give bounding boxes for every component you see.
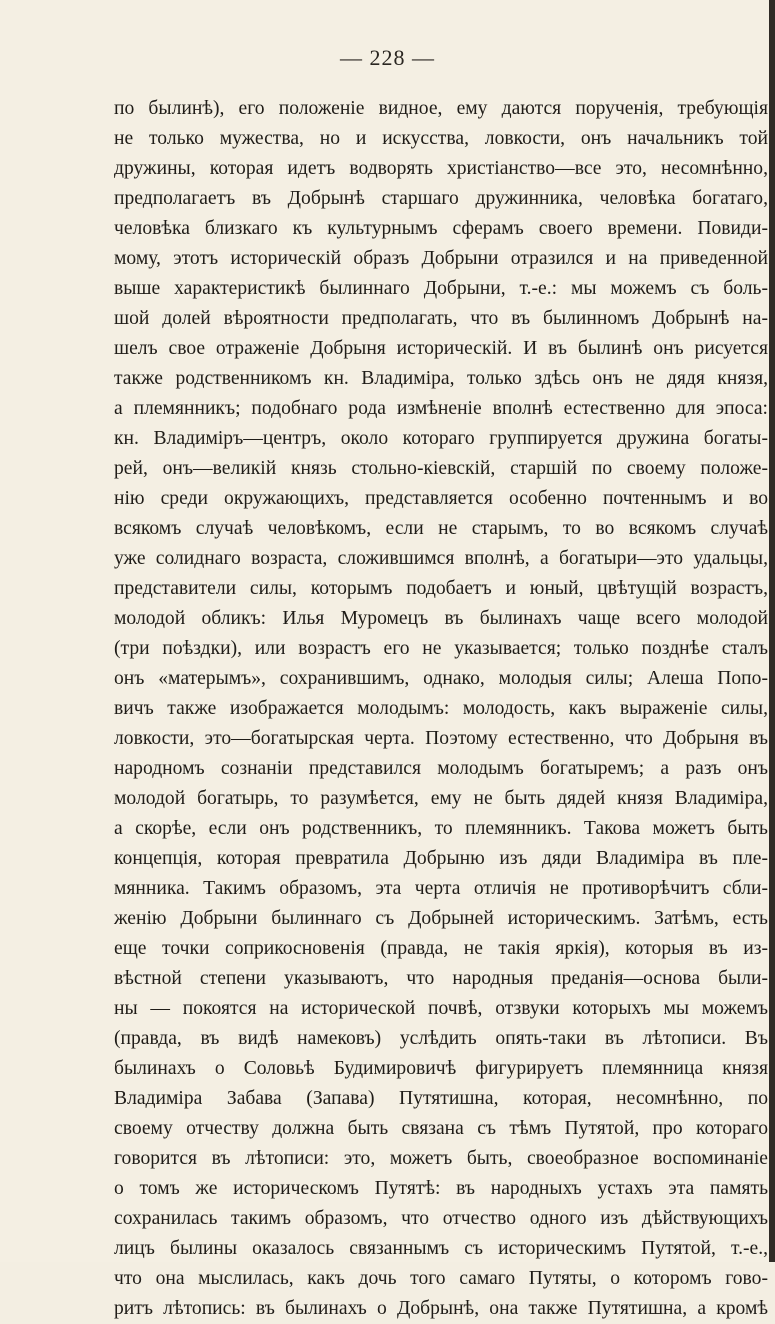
text-line: не только мужества, но и искусства, ловкости, онъ начальникъ той	[114, 128, 768, 149]
text-line: былинахъ о Соловьѣ Будимировичѣ фигурируетъ племянница князя	[114, 1058, 768, 1079]
text-line: ны — покоятся на исторической почвѣ, отзвуки которыхъ мы можемъ	[114, 998, 768, 1019]
text-line: шой долей вѣроятности предполагать, что въ былинномъ Добрынѣ на-	[114, 308, 768, 329]
text-line: по былинѣ), его положеніе видное, ему даются порученія, требующія	[114, 98, 768, 119]
text-line: молодой обликъ: Илья Муромецъ въ былинахъ чаще всего молодой	[114, 608, 768, 629]
text-line: также родственникомъ кн. Владиміра, только здѣсь онъ не дядя князя,	[114, 368, 768, 389]
text-line: вичъ также изображается молодымъ: молодость, какъ выраженіе силы,	[114, 698, 768, 719]
text-line: сохранилась такимъ образомъ, что отчество одного изъ дѣйствующихъ	[114, 1208, 768, 1229]
text-line: вѣстной степени указываютъ, что народныя преданія—основа были-	[114, 968, 768, 989]
text-line: своему отчеству должна быть связана съ тѣмъ Путятой, про котораго	[114, 1118, 768, 1139]
text-line: а скорѣе, если онъ родственникъ, то племянникъ. Такова можетъ быть	[114, 818, 768, 839]
text-line: уже солиднаго возраста, сложившимся вполнѣ, а богатыри—это удальцы,	[114, 548, 768, 569]
text-line: что она мыслилась, какъ дочь того самаго Путяты, о которомъ гово-	[114, 1268, 768, 1289]
text-line: (три поѣздки), или возрастъ его не указывается; только позднѣе сталъ	[114, 638, 768, 659]
text-line: о томъ же историческомъ Путятѣ: въ народныхъ устахъ эта память	[114, 1178, 768, 1199]
text-line: (правда, въ видѣ намековъ) услѣдить опять-таки въ лѣтописи. Въ	[114, 1028, 768, 1049]
text-line: молодой богатырь, то разумѣется, ему не быть дядей князя Владиміра,	[114, 788, 768, 809]
text-line: лицъ былины оказалось связаннымъ съ историческимъ Путятой, т.-е.,	[114, 1238, 768, 1259]
text-line: а племянникъ; подобнаго рода измѣненіе вполнѣ естественно для эпоса:	[114, 398, 768, 419]
text-line: мянника. Такимъ образомъ, эта черта отличія не противорѣчитъ сбли-	[114, 878, 768, 899]
text-line: концепція, которая превратила Добрыню изъ дяди Владиміра въ пле-	[114, 848, 768, 869]
text-line: мому, этотъ историческій образъ Добрыни отразился и на приведенной	[114, 248, 768, 269]
text-line: шелъ свое отраженіе Добрыня историческій. И въ былинѣ онъ рисуется	[114, 338, 768, 359]
text-line: дружины, которая идетъ водворять христіанство—все это, несомнѣнно,	[114, 158, 768, 179]
text-line: онъ «матерымъ», сохранившимъ, однако, молодыя силы; Алеша Попо-	[114, 668, 768, 689]
text-line: еще точки соприкосновенія (правда, не такія яркія), которыя въ из-	[114, 938, 768, 959]
text-line: представители силы, которымъ подобаетъ и юный, цвѣтущій возрастъ,	[114, 578, 768, 599]
text-line: выше характеристикѣ былиннаго Добрыни, т.-е.: мы можемъ съ боль-	[114, 278, 768, 299]
text-line: народномъ сознаніи представился молодымъ богатыремъ; а разъ онъ	[114, 758, 768, 779]
text-line: нію среди окружающихъ, представляется особенно почтеннымъ и во	[114, 488, 768, 509]
text-line: предполагаетъ въ Добрынѣ старшаго дружинника, человѣка богатаго,	[114, 188, 768, 209]
text-line: всякомъ случаѣ человѣкомъ, если не старымъ, то во всякомъ случаѣ	[114, 518, 768, 539]
text-line: кн. Владиміръ—центръ, около котораго группируется дружина богаты-	[114, 428, 768, 449]
text-line: говорится въ лѣтописи: это, можетъ быть, своеобразное воспоминаніе	[114, 1148, 768, 1169]
body-text	[114, 94, 768, 1324]
text-line: ловкости, это—богатырская черта. Поэтому естественно, что Добрыня въ	[114, 728, 768, 749]
text-line: Владиміра Забава (Запава) Путятишна, которая, несомнѣнно, по	[114, 1088, 768, 1109]
page-number: — 228 —	[340, 45, 435, 70]
text-line: рей, онъ—великій князь стольно-кіевскій, старшій по своему положе-	[114, 458, 768, 479]
text-line: ритъ лѣтопись: въ былинахъ о Добрынѣ, она также Путятишна, а кромѣ	[114, 1298, 768, 1319]
text-line: человѣка близкаго къ культурнымъ сферамъ своего времени. Повиди-	[114, 218, 768, 239]
page-edge-shadow	[769, 0, 775, 1262]
text-line: женію Добрыни былиннаго съ Добрыней историческимъ. Затѣмъ, есть	[114, 908, 768, 929]
